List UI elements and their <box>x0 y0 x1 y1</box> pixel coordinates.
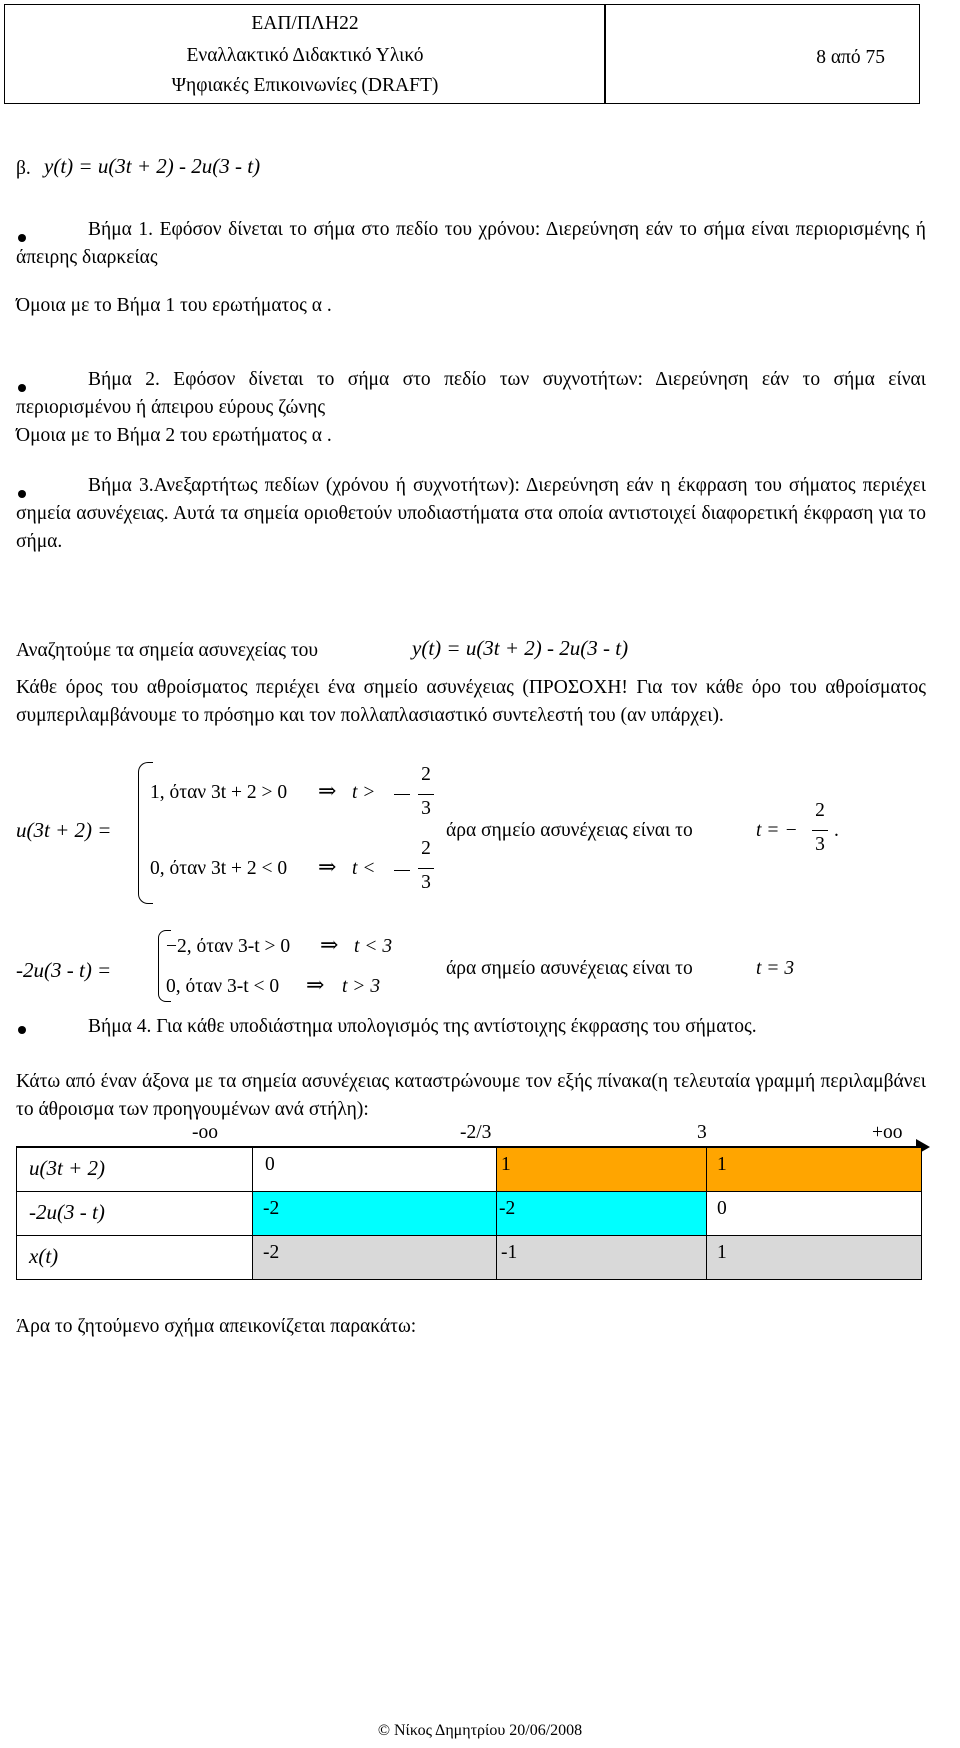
implies-icon: ⇒ <box>318 854 337 879</box>
frac-num: 2 <box>815 800 825 821</box>
case1-row1: 1, όταν 3t + 2 > 0 <box>150 782 288 803</box>
axis-label: 3 <box>697 1122 707 1143</box>
table-cell: 0 <box>252 1148 496 1192</box>
case1-row2-b: t < <box>352 858 376 879</box>
case2-row2-b: t > 3 <box>342 976 381 997</box>
case2-result: άρα σημείο ασυνέχειας είναι το <box>446 958 693 979</box>
table-row-label-cell <box>16 1148 252 1192</box>
bullet <box>18 1026 26 1034</box>
frac-bar <box>418 868 434 869</box>
part-label: β. <box>16 158 31 179</box>
frac-bar <box>418 794 434 795</box>
minus-sign <box>394 870 410 871</box>
step3-explain: Κάθε όρος του αθροίσματος περιέχει ένα σημείο ασυνέχειας (ΠΡΟΣΟΧΗ! Για τον κάθε όρο του αθροίσματος συμπεριλαμβάνουμε το πρόσημο και τον πολλαπλασιαστικό συντελεστή του (αν υπάρχει). <box>16 677 926 726</box>
header-subtitle: Εναλλακτικό Διδακτικό Υλικό <box>186 45 424 66</box>
axis-label: -oo <box>192 1122 218 1143</box>
axis-label: -2/3 <box>460 1122 492 1143</box>
step3-search: Αναζητούμε τα σημεία ασυνεχείας του <box>16 640 319 661</box>
course-code: ΕΑΠ/ΠΛΗ22 <box>251 13 359 34</box>
case1-lhs: u(3t + 2) = <box>16 818 112 842</box>
step1-text: Βήμα 1. Εφόσον δίνεται το σήμα στο πεδίο του χρόνου: Διερεύνηση εάν το σήμα είναι περιορισμένης ή άπειρης διαρκείας <box>16 219 926 268</box>
table-cell: -2 <box>252 1236 496 1280</box>
page-number: 8 από 75 <box>816 47 885 68</box>
case1-result: άρα σημείο ασυνέχειας είναι το <box>446 820 693 841</box>
header-topic: Ψηφιακές Επικοινωνίες (DRAFT) <box>171 75 439 96</box>
case2-lhs: -2u(3 - t) = <box>16 958 112 982</box>
table-row-label-cell <box>16 1236 252 1280</box>
implies-icon: ⇒ <box>320 932 339 957</box>
frac-den: 3 <box>815 834 825 855</box>
step3-text: Βήμα 3.Ανεξαρτήτως πεδίων (χρόνου ή συχνοτήτων): Διερεύνηση εάν η έκφραση του σήματος περιέχει σημεία ασυνέχειας. Αυτά τα σημεία οριοθετούν υποδιαστήματα στα οποία αντιστοιχεί διαφορετική έκφραση για το σήμα. <box>16 475 926 552</box>
table-cell: 0 <box>706 1192 922 1236</box>
step2-text: Βήμα 2. Εφόσον δίνεται το σήμα στο πεδίο των συχνοτήτων: Διερεύνηση εάν το σήμα είναι περιορισμένου ή άπειρου εύρους ζώνης <box>16 369 926 418</box>
table-intro: Κάτω από έναν άξονα με τα σημεία ασυνέχειας καταστρώνουμε τον εξής πίνακα(η τελευταία γραμμή περιλαμβάνει το άθροισμα των προηγουμένων ανά στήλη): <box>16 1071 926 1120</box>
implies-icon: ⇒ <box>306 972 325 997</box>
frac-den: 3 <box>421 872 431 893</box>
header-divider <box>604 4 606 103</box>
case1-row2: 0, όταν 3t + 2 < 0 <box>150 858 288 879</box>
case1-end: . <box>834 820 839 841</box>
step2-note: Όμοια με το Βήμα 2 του ερωτήματος α . <box>16 425 332 446</box>
footer: © Νίκος Δημητρίου 20/06/2008 <box>377 1722 583 1739</box>
table-cell: -2 <box>252 1192 496 1236</box>
table-row-label-cell <box>16 1192 252 1236</box>
case2-point: t = 3 <box>756 958 795 979</box>
axis-label: +oo <box>872 1122 903 1143</box>
implies-icon: ⇒ <box>318 778 337 803</box>
frac-den: 3 <box>421 798 431 819</box>
frac-num: 2 <box>421 764 431 785</box>
case2-row2: 0, όταν 3-t < 0 <box>166 976 280 997</box>
case1-row1-b: t > <box>352 782 376 803</box>
step3-formula: y(t) = u(3t + 2) - 2u(3 - t) <box>412 636 629 660</box>
frac-bar <box>812 830 828 831</box>
table-cell: 1 <box>706 1148 922 1192</box>
row-label: -2u(3 - t) <box>29 1200 105 1224</box>
page-header <box>4 4 920 104</box>
row-label: x(t) <box>29 1244 59 1268</box>
minus-sign <box>394 794 410 795</box>
frac-num: 2 <box>421 838 431 859</box>
conclusion: Άρα το ζητούμενο σχήμα απεικονίζεται παρακάτω: <box>16 1316 417 1337</box>
table-cell: -2 <box>496 1192 706 1236</box>
row-label: u(3t + 2) <box>29 1156 105 1180</box>
table-cell: 1 <box>496 1148 706 1192</box>
case1-point: t = − <box>756 820 798 841</box>
table-cell: -1 <box>496 1236 706 1280</box>
case2-row1: −2, όταν 3-t > 0 <box>166 936 291 957</box>
case2-row1-b: t < 3 <box>354 936 393 957</box>
step1-note: Όμοια με το Βήμα 1 του ερωτήματος α . <box>16 295 332 316</box>
table-cell: 1 <box>706 1236 922 1280</box>
step4-text: Βήμα 4. Για κάθε υποδιάστημα υπολογισμός της αντίστοιχης έκφρασης του σήματος. <box>88 1016 757 1037</box>
part-formula: y(t) = u(3t + 2) - 2u(3 - t) <box>44 154 261 178</box>
